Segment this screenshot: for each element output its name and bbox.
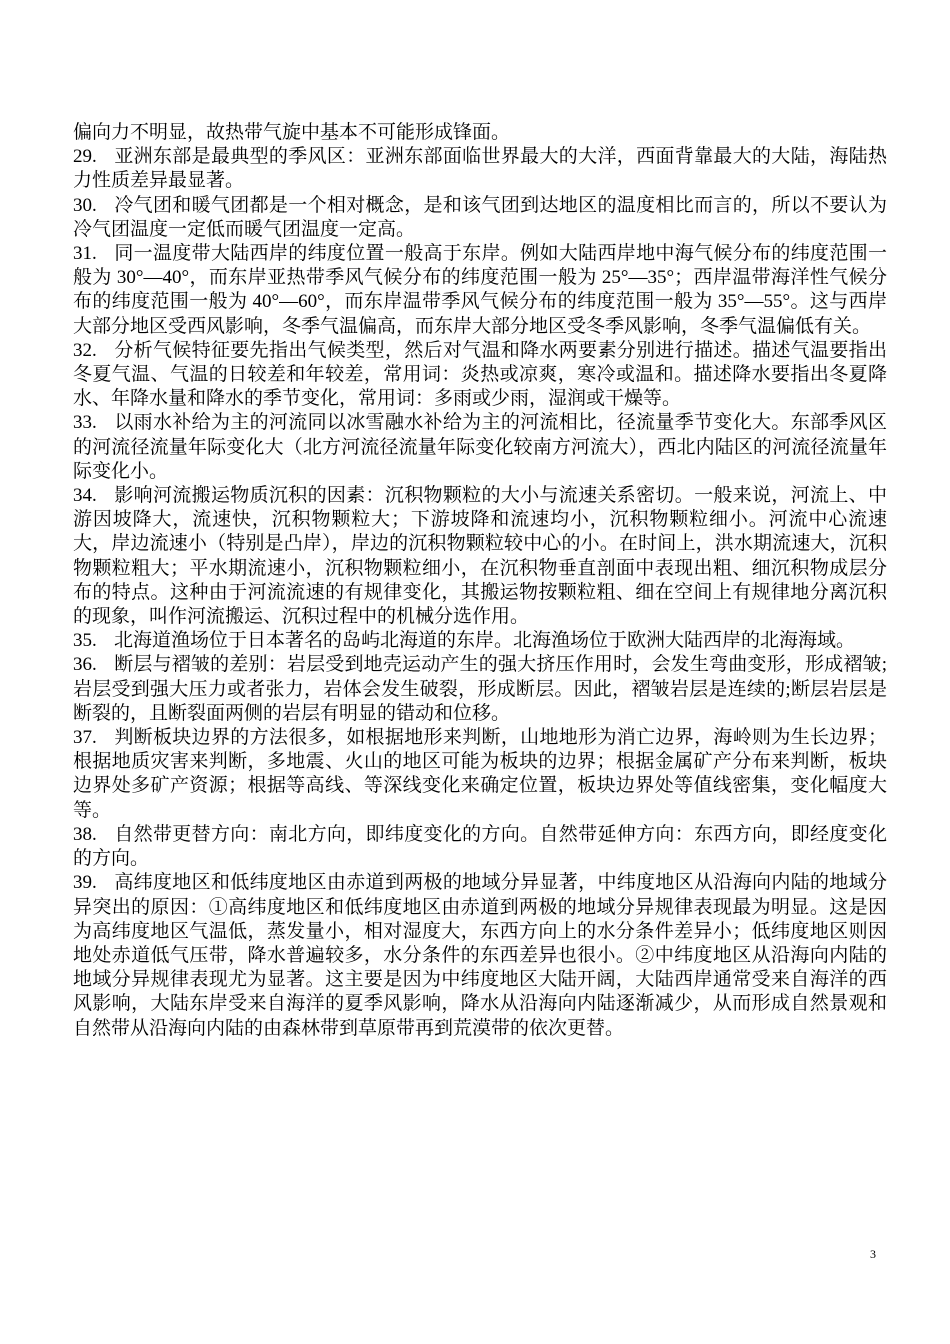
numbered-list: [73, 145, 887, 1041]
item-number: 31.: [73, 243, 97, 265]
list-item: [73, 823, 887, 871]
list-item: [73, 194, 887, 242]
list-item: [73, 653, 887, 726]
item-number: 33.: [73, 412, 97, 434]
item-number: 39.: [73, 872, 97, 894]
item-number: 35.: [73, 630, 97, 652]
list-item: [73, 726, 887, 823]
list-item: [73, 339, 887, 412]
item-text: 北海道渔场位于日本著名的岛屿北海道的东岸。北海渔场位于欧洲大陆西岸的北海海域。: [114, 630, 856, 652]
item-text: 高纬度地区和低纬度地区由赤道到两极的地域分异显著，中纬度地区从沿海向内陆的地域分异突出的原因：①高纬度地区和低纬度地区由赤道到两极的地域分异规律表现最为明显。这是因为高纬度地区气温低，蒸发量小，相对湿度大，东西方向上的水分条件差异小；低纬度地区则因地处赤道低气压带，降水普遍较多，水分条件的东西差异也很小。②中纬度地区从沿海向内陆的地域分异规律表现尤为显著。这主要是因为中纬度地区大陆开阔，大陆西岸通常受来自海洋的西风影响，大陆东岸受来自海洋的夏季风影响，降水从沿海向内陆逐渐减少，从而形成自然景观和自然带从沿海向内陆的由森林带到草原带再到荒漠带的依次更替。: [73, 872, 887, 1039]
item-text: 同一温度带大陆西岸的纬度位置一般高于东岸。例如大陆西岸地中海气候分布的纬度范围一般为 30°—40°，而东岸亚热带季风气候分布的纬度范围一般为 25°—35°；西岸温带海洋性气候分布的纬度范围一般为 40°—60°，而东岸温带季风气候分布的纬度范围一般为 35°—55°。这与西岸大部分地区受西风影响，冬季气温偏高，而东岸大部分地区受冬季风影响，冬季气温偏低有关。: [73, 243, 887, 337]
item-number: 38.: [73, 823, 97, 845]
item-number: 37.: [73, 727, 97, 749]
item-text: 断层与褶皱的差别：岩层受到地壳运动产生的强大挤压作用时，会发生弯曲变形，形成褶皱;岩层受到强大压力或者张力，岩体会发生破裂，形成断层。因此，褶皱岩层是连续的;断层岩层是断裂的，且断裂面两侧的岩层有明显的错动和位移。: [73, 654, 887, 724]
item-text: 分析气候特征要先指出气候类型，然后对气温和降水两要素分别进行描述。描述气温要指出冬夏气温、气温的日较差和年较差，常用词：炎热或凉爽，寒冷或温和。描述降水要指出冬夏降水、年降水量和降水的季节变化，常用词：多雨或少雨，湿润或干燥等。: [73, 339, 887, 410]
item-number: 30.: [73, 194, 97, 216]
item-number: 36.: [73, 654, 97, 676]
item-text: 自然带更替方向：南北方向，即纬度变化的方向。自然带延伸方向：东西方向，即经度变化的方向。: [73, 823, 887, 870]
item-text: 影响河流搬运物质沉积的因素：沉积物颗粒的大小与流速关系密切。一般来说，河流上、中游因坡降大，流速快，沉积物颗粒大；下游坡降和流速均小，沉积物颗粒细小。河流中心流速大，岸边流速小（特别是凸岸），岸边的沉积物颗粒较中心的小。在时间上，洪水期流速大，沉积物颗粒粗大；平水期流速小，沉积物颗粒细小，在沉积物垂直剖面中表现出粗、细沉积物成层分布的特点。这种由于河流流速的有规律变化，其搬运物按颗粒粗、细在空间上有规律地分离沉积的现象，叫作河流搬运、沉积过程中的机械分选作用。: [73, 485, 887, 628]
item-number: 34.: [73, 485, 97, 507]
list-item: [73, 145, 887, 193]
document-body: [73, 121, 887, 1041]
page-number: 3: [870, 1247, 876, 1261]
item-text: 判断板块边界的方法很多，如根据地形来判断，山地地形为消亡边界，海岭则为生长边界；根据地质灾害来判断，多地震、火山的地区可能为板块的边界；根据金属矿产分布来判断，板块边界处多矿产资源；根据等高线、等深线变化来确定位置，板块边界处等值线密集，变化幅度大等。: [73, 727, 887, 821]
list-item: [73, 242, 887, 339]
list-item: [73, 484, 887, 629]
list-item: [73, 629, 887, 653]
item-number: 29.: [73, 146, 97, 168]
list-item: [73, 871, 887, 1040]
item-text: 冷气团和暖气团都是一个相对概念，是和该气团到达地区的温度相比而言的，所以不要认为冷气团温度一定低而暖气团温度一定高。: [73, 194, 887, 240]
list-item: [73, 411, 887, 484]
item-text: 亚洲东部是最典型的季风区：亚洲东部面临世界最大的大洋，西面背靠最大的大陆，海陆热力性质差异最显著。: [73, 146, 887, 192]
continuation-paragraph: 偏向力不明显，故热带气旋中基本不可能形成锋面。: [73, 122, 511, 143]
item-number: 32.: [73, 339, 97, 361]
item-text: 以雨水补给为主的河流同以冰雪融水补给为主的河流相比，径流量季节变化大。东部季风区的河流径流量年际变化大（北方河流径流量年际变化较南方河流大），西北内陆区的河流径流量年际变化小。: [73, 412, 887, 482]
